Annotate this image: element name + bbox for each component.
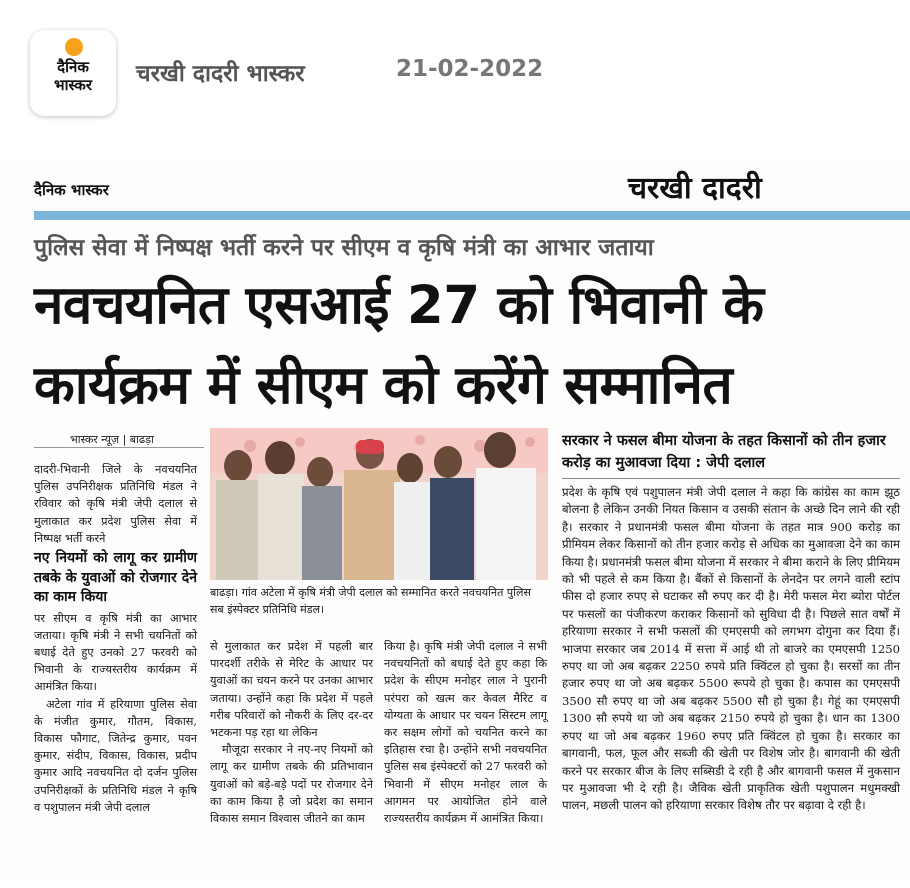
headline-line-2: कार्यक्रम में सीएम को करेंगे सम्मानित	[34, 355, 733, 416]
logo-line-1: दैनिक	[57, 58, 89, 76]
article-column-3	[384, 638, 547, 827]
headline-line-1: नवचयनित एसआई 27 को भिवानी के	[34, 275, 764, 336]
byline: भास्कर न्यूज़ | बाढड़ा	[70, 433, 154, 446]
edition-date: 21-02-2022	[396, 56, 544, 82]
paragraph: किया है। कृषि मंत्री जेपी दलाल ने सभी नवचयनितों को बधाई देते हुए कहा कि प्रदेश के सीएम मनोहर लाल ने पुरानी परंपरा को खत्म कर केवल मैरिट व योग्यता के आधार पर चयन सिस्टम लागू कर सक्षम लोगों को चयनित करने का इतिहास रचा है। उन्होंने सभी नवचयनित पुलिस सब इंस्पेक्टरों को 27 फरवरी को भिवानी में सीएम मनोहर लाल के आगमन पर आयोजित होने वाले राज्यस्तरीय कार्यक्रम में आमंत्रित किया।	[384, 640, 547, 826]
photo-caption: बाढड़ा। गांव अटेला में कृषि मंत्री जेपी दलाल को सम्मानित करते नवचयनित पुलिस सब इंस्पेक्टर प्रतिनिधि मंडल।	[210, 586, 531, 616]
news-photo	[210, 428, 548, 580]
side-story-headline	[562, 430, 900, 479]
side-story-body	[562, 484, 900, 815]
side-story-headline-text: सरकार ने फसल बीमा योजना के तहत किसानों को तीन हजार करोड़ का मुआवजा दिया : जेपी दलाल	[562, 433, 886, 471]
sun-icon	[65, 38, 83, 56]
clip-bottom-edge	[0, 880, 910, 888]
paragraph: मौजूदा सरकार ने नए-नए नियमों को लागू कर ग्रामीण तबके की प्रतिभावान युवाओं को बड़े-बड़े पदों पर रोजगार देने का काम किया है जो प्रदेश का समान विकास समान विश्वास जीतने का काम	[210, 743, 373, 826]
article-column-1	[34, 461, 197, 816]
masthead-city: चरखी दादरी	[628, 171, 762, 206]
newspaper-clipping[interactable]	[0, 160, 910, 888]
article-column-2	[210, 638, 373, 827]
kicker-headline: पुलिस सेवा में निष्पक्ष भर्ती करने पर सीएम व कृषि मंत्री का आभार जताया	[34, 235, 654, 261]
byline-divider	[34, 447, 204, 448]
lead-paragraph: दादरी-भिवानी जिले के नवचयनित पुलिस उपनिरीक्षक प्रतिनिधि मंडल ने रविवार को कृषि मंत्री जेपी दलाल से मुलाकात कर प्रदेश पुलिस सेवा में निष्पक्ष भर्ती करने	[34, 463, 197, 545]
paragraph: पर सीएम व कृषि मंत्री का आभार जताया। कृषि मंत्री ने सभी चयनितों को बधाई देते हुए उनको 27 फरवरी को भिवानी के राज्यस्तरीय कार्यक्रम में आमंत्रित किया।	[34, 611, 197, 694]
side-story-rule	[562, 478, 900, 479]
logo-line-2: भास्कर	[54, 76, 92, 94]
dainik-bhaskar-logo[interactable]	[30, 30, 116, 116]
edition-title: चरखी दादरी भास्कर	[136, 61, 305, 87]
paragraph: प्रदेश के कृषि एवं पशुपालन मंत्री जेपी दलाल ने कहा कि कांग्रेस का काम झूठ बोलना है लेकिन उनकी नियत किसान व उसकी संतान के अच्छे दिन लाने की रही है। सरकार ने प्रधानमंत्री फसल बीमा योजना के तहत मात्र 900 करोड़ का प्रीमियम लेकर किसानों को तीन हजार करोड़ से अधिक का मुआवजा देने का काम किया है। प्रधानमंत्री फसल बीमा योजना में सरकार ने बीमा कराने के लिए प्रीमियम को भी पहले से कम किया है। बैंकों से किसानों के लेनदेन पर लगने वाली स्टांप फीस दो हजार रुपए से घटाकर सौ रुपए कर दी है। मेरी फसल मेरा ब्योरा पोर्टल पर फसलों का पंजीकरण कराकर किसानों को सुविधा दी है। पिछले सात वर्षों में हरियाणा सरकार ने सभी फसलों की एमएसपी को लगभग दोगुना कर दिया हैं। भाजपा सरकार जब 2014 में सत्ता में आई थी तो बाजरे का एमएसपी 1250 रुपए था जो अब बढ़कर 2250 रुपये प्रति क्विंटल हो चुका है। सरसों का तीन हजार रुपए था जो अब बढ़कर 5500 रूपये हो चुका है। कपास का एमएसपी 3500 सौ रुपए था जो अब बढ़कर 5500 सौ हो चुका है। गेहूं का एमएसपी 1300 सौ रुपये था जो अब बढ़कर 2150 रुपये हो चुका है। धान का 1300 रुपए था जो अब बढ़कर 1960 रुपए प्रति क्विंटल हो चुका है। सरकार का बागवानी, फल, फूल और सब्जी की खेती पर विशेष जोर है। बागवानी की खेती करने पर सरकार बीज के लिए सब्सिडी दे रही है और बागवानी फसल में नुकसान पर मुआवजा भी दे रही है। जैविक खेती प्राकृतिक खेती पशुपालन मधुमक्खी पालन, मछली पालन को हरियाणा सरकार विशेष तौर पर बढ़ावा दे रही है।	[562, 485, 900, 813]
masthead-brand: दैनिक भास्कर	[34, 181, 109, 199]
section-rule	[34, 211, 910, 220]
app-header	[0, 0, 910, 150]
pull-quote: नए नियमों को लागू कर ग्रामीण तबके के युवाओं को रोजगार देने का काम किया	[34, 550, 197, 606]
paragraph: से मुलाकात कर प्रदेश में पहली बार पारदर्शी तरीके से मेरिट के आधार पर युवाओं का चयन करने पर उनका आभार जताया। उन्होंने कहा कि प्रदेश में पहले गरीब परिवारों को नौकरी के लिए दर-दर भटकना पड़ रहा था लेकिन	[210, 640, 373, 740]
paragraph: अटेला गांव में हरियाणा पुलिस सेवा के मंजीत कुमार, गौतम, विकास, विकास फौगाट, जितेन्द्र कुमार, पवन कुमार, संदीप, विकास, विकास, प्रदीप कुमार आदि नवचयनित दो दर्जन पुलिस उपनिरीक्षकों के प्रतिनिधि मंडल ने कृषि व पशुपालन मंत्री जेपी दलाल	[34, 697, 197, 814]
